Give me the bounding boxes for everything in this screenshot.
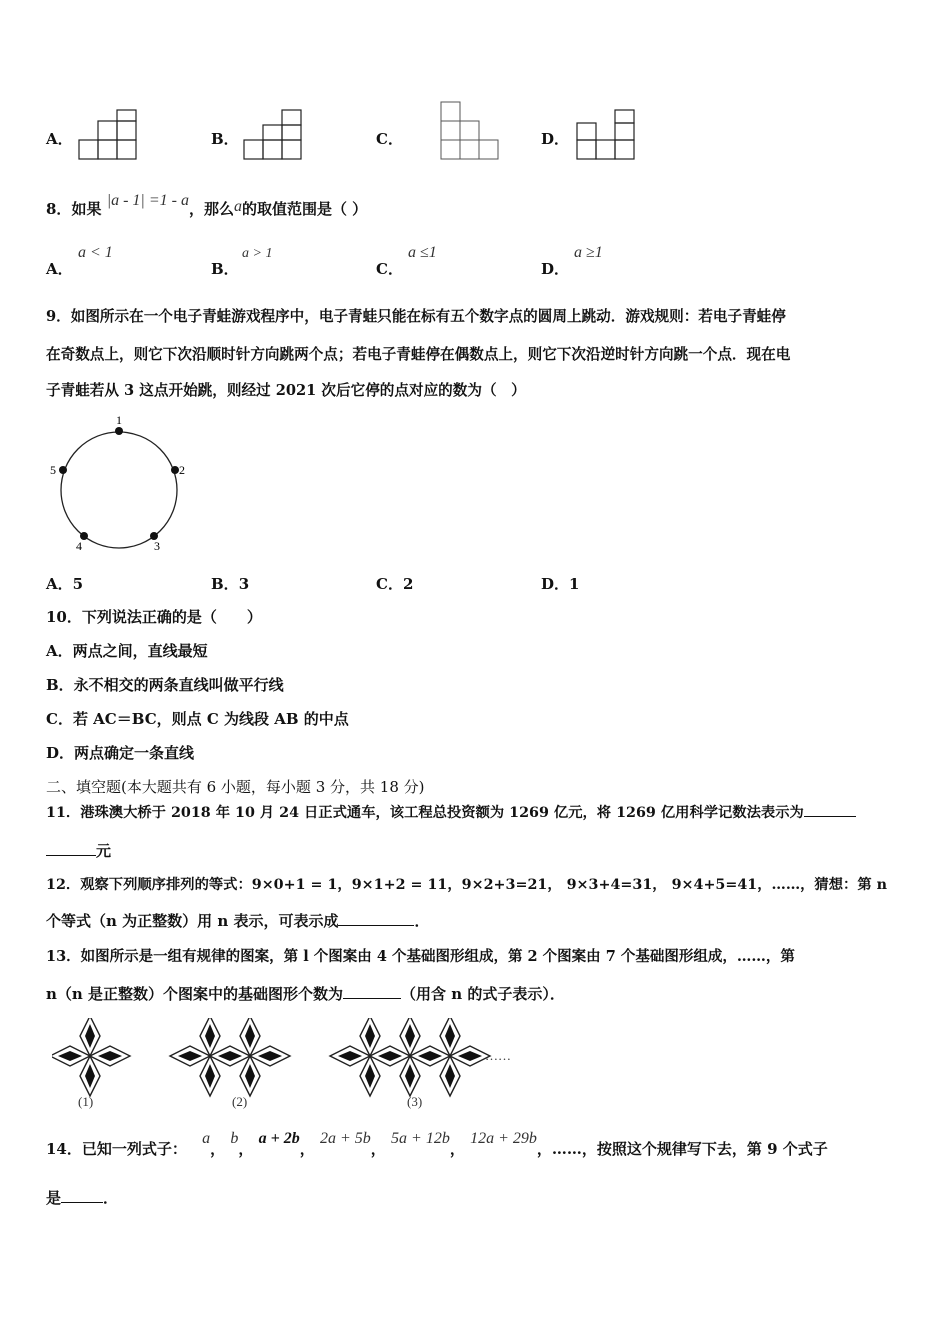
circle-label-4: 4 — [76, 539, 82, 553]
q9-circle-diagram — [44, 412, 194, 557]
q14-line-2: 是 ． — [46, 1189, 119, 1207]
q7-figure-a — [78, 109, 140, 161]
q7-option-d: D． — [541, 130, 570, 148]
q9-line-3: 子青蛙若从 3 这点开始跳，则经过 2021 次后它停的点对应的数为（ ） — [46, 382, 526, 399]
q12-line-1: 12．观察下列顺序排列的等式：9×0+1 = 1，9×1+2 = 11，9×2+3=21， 9×3+4=31， 9×4+5=41，……，猜想：第 n — [46, 877, 887, 893]
q8-option-d-math: a ≥1 — [574, 244, 603, 261]
section-2-heading: 二、填空题(本大题共有 6 小题，每小题 3 分，共 18 分) — [46, 778, 425, 796]
circle-label-3: 3 — [154, 539, 160, 553]
circle-label-1: 1 — [116, 413, 122, 427]
q7-figure-d — [576, 109, 638, 161]
circle-label-5: 5 — [50, 463, 56, 477]
q8-option-a-math: a < 1 — [78, 244, 113, 261]
q10-option-c: C．若 AC＝BC，则点 C 为线段 AB 的中点 — [46, 710, 349, 728]
q13-line-1: 13．如图所示是一组有规律的图案，第 l 个图案由 4 个基础图形组成，第 2 个图案由 7 个基础图形组成，……，第 — [46, 948, 795, 965]
q7-option-b: B． — [211, 130, 239, 148]
q14-line-1: 14．已知一列式子： a， b， a + 2b， 2a + 5b， 5a + 12b， 12a + 29b，……，按照这个规律写下去，第 9 个式子 — [46, 1130, 828, 1158]
q8-option-b: B． — [211, 260, 239, 278]
q9-option-d: D．1 — [541, 575, 580, 593]
q8-option-a: A． — [46, 260, 73, 278]
figure-label-3: (3) — [407, 1094, 423, 1109]
q8-condition: |a - 1| =1 - a — [106, 192, 189, 209]
circle-label-2: 2 — [179, 463, 185, 477]
figure-label-2: (2) — [232, 1094, 248, 1109]
q8-option-c-math: a ≤1 — [408, 244, 437, 261]
q7-figure-c — [440, 101, 502, 161]
q7-figure-b — [243, 109, 305, 161]
q8-option-d: D． — [541, 260, 570, 278]
q7-option-a: A． — [46, 130, 73, 148]
question-8: 8．如果 |a - 1| =1 - a，那么a的取值范围是（ ） — [46, 192, 368, 218]
q10-option-b: B．永不相交的两条直线叫做平行线 — [46, 676, 284, 694]
q9-option-a: A．5 — [46, 575, 84, 593]
q7-option-c: C． — [376, 130, 403, 148]
q8-option-c: C． — [376, 260, 403, 278]
q13-pattern-figures — [52, 1018, 532, 1113]
q12-line-2: 个等式（n 为正整数）用 n 表示，可表示成 ． — [46, 912, 430, 930]
q9-line-1: 9．如图所示在一个电子青蛙游戏程序中，电子青蛙只能在标有五个数字点的圆周上跳动．游戏规则：若电子青蛙停 — [46, 308, 786, 325]
q9-line-2: 在奇数点上，则它下次沿顺时针方向跳两个点；若电子青蛙停在偶数点上，则它下次沿逆时针方向跳一个点．现在电 — [46, 346, 791, 363]
q8-option-b-math: a > 1 — [242, 246, 273, 261]
q9-option-c: C．2 — [376, 575, 414, 593]
q11-line-1: 11．港珠澳大桥于 2018 年 10 月 24 日正式通车，该工程总投资额为 1269 亿元，将 1269 亿用科学记数法表示为 — [46, 802, 856, 822]
q10-option-d: D．两点确定一条直线 — [46, 744, 195, 762]
q11-line-2: 元 — [46, 840, 111, 861]
q10-title: 10．下列说法正确的是（ ） — [46, 608, 262, 626]
q10-option-a: A．两点之间，直线最短 — [46, 642, 208, 660]
figure-label-1: (1) — [78, 1094, 94, 1109]
q9-option-b: B．3 — [211, 575, 250, 593]
pattern-ellipsis: …… — [485, 1048, 511, 1063]
q13-line-2: n（n 是正整数）个图案中的基础图形个数为 （用含 n 的式子表示）． — [46, 985, 565, 1003]
